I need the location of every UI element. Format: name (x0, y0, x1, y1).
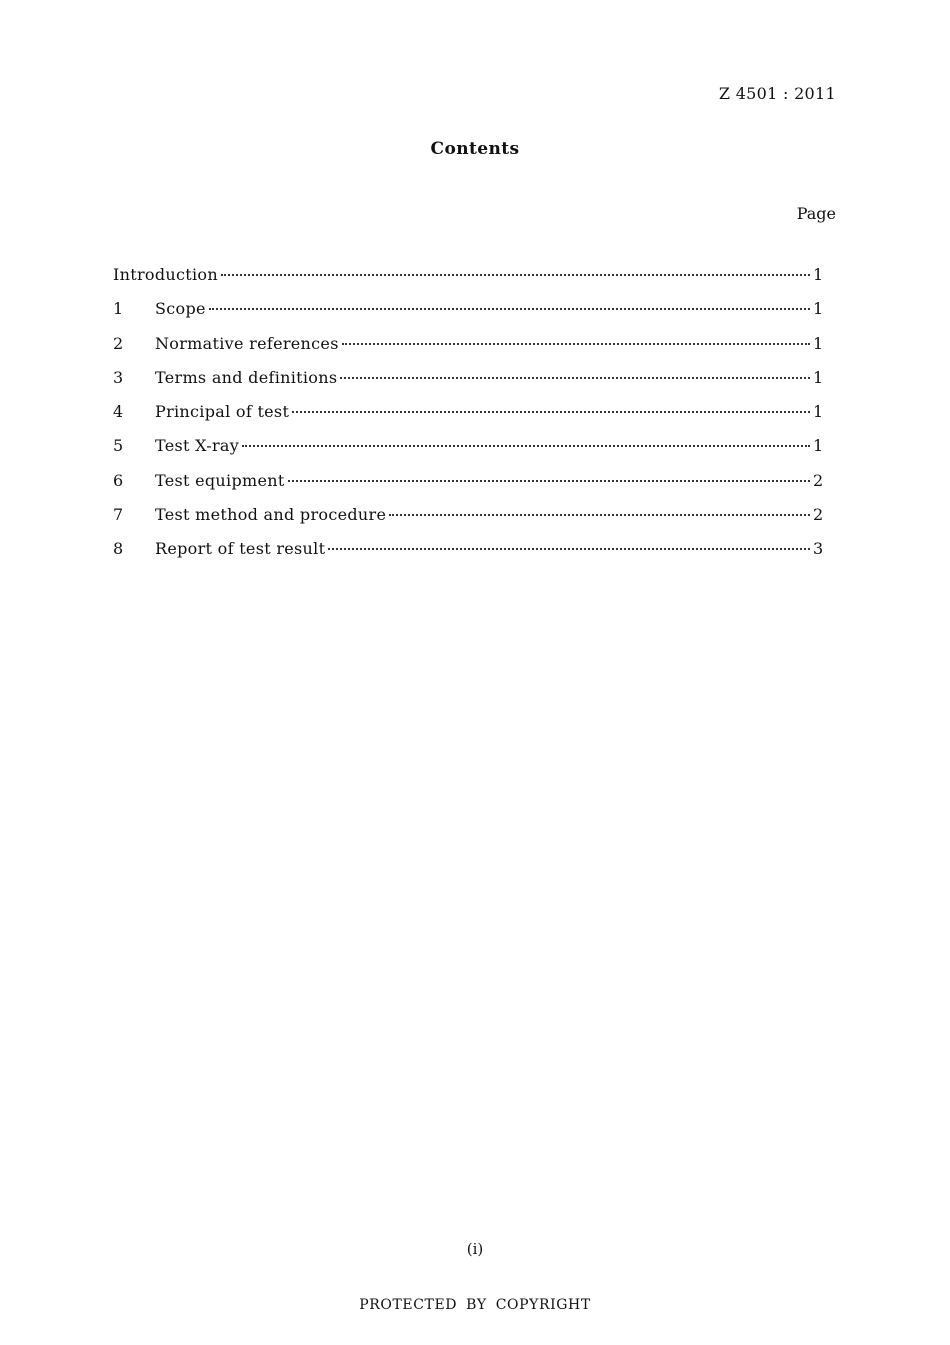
toc-entry-title: Test X-ray (155, 436, 240, 456)
toc-entry-test-equipment[interactable] (113, 471, 823, 505)
toc-entry-page: 1 (813, 265, 824, 284)
toc-entry-page: 1 (813, 402, 824, 422)
dot-leader (328, 548, 810, 550)
document-id: Z 4501 : 2011 (718, 84, 836, 103)
toc-entry-scope[interactable] (113, 299, 823, 333)
toc-entry-page: 2 (813, 505, 824, 525)
toc-entry-number: 3 (113, 367, 124, 387)
dot-leader (242, 445, 810, 447)
dot-leader (288, 480, 810, 482)
toc-entry-principal-of-test[interactable] (113, 402, 823, 436)
toc-entry-introduction[interactable] (113, 265, 823, 299)
toc-entry-test-method-and-procedure[interactable] (113, 505, 823, 539)
toc-entry-normative-references[interactable] (113, 334, 823, 368)
toc-entry-title: Principal of test (155, 402, 290, 422)
table-of-contents (113, 265, 823, 574)
toc-entry-number: 5 (113, 436, 124, 456)
toc-entry-title: Test equipment (155, 470, 285, 490)
toc-entry-title: Test method and procedure (155, 505, 387, 525)
toc-entry-page: 1 (813, 299, 824, 319)
toc-entry-page: 2 (813, 470, 824, 490)
page-title: Contents (430, 139, 520, 159)
toc-entry-number: 7 (113, 505, 124, 525)
toc-entry-test-x-ray[interactable] (113, 436, 823, 470)
dot-leader (340, 377, 810, 379)
toc-entry-page: 3 (813, 539, 824, 559)
dot-leader (389, 514, 810, 516)
toc-entry-title: Introduction (113, 265, 218, 284)
dot-leader (221, 274, 810, 276)
toc-entry-title: Normative references (155, 333, 339, 353)
toc-entry-terms-and-definitions[interactable] (113, 368, 823, 402)
toc-entry-title: Report of test result (155, 539, 326, 559)
toc-entry-number: 1 (113, 299, 124, 319)
toc-entry-number: 2 (113, 333, 124, 353)
dot-leader (209, 308, 810, 310)
toc-entry-page: 1 (813, 367, 824, 387)
toc-entry-number: 6 (113, 470, 124, 490)
toc-entry-page: 1 (813, 333, 824, 353)
dot-leader (342, 343, 810, 345)
toc-entry-number: 4 (113, 402, 124, 422)
toc-entry-report-of-test-result[interactable] (113, 539, 823, 573)
page-column-label: Page (796, 204, 836, 223)
copyright-notice: PROTECTED BY COPYRIGHT (359, 1297, 591, 1313)
page-number: (i) (466, 1240, 484, 1258)
dot-leader (292, 411, 810, 413)
toc-entry-title: Scope (155, 299, 206, 319)
toc-entry-page: 1 (813, 436, 824, 456)
toc-entry-number: 8 (113, 539, 124, 559)
toc-entry-title: Terms and definitions (155, 367, 338, 387)
